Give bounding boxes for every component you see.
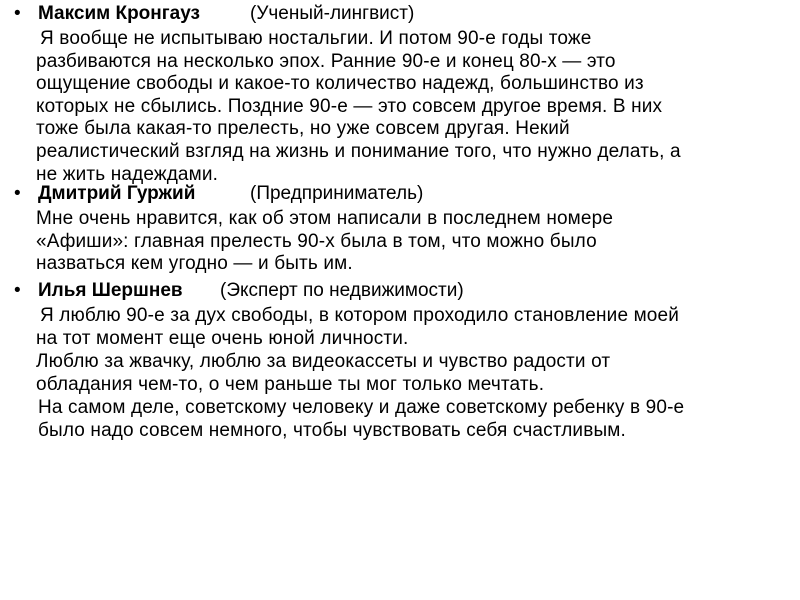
quote-line: На самом деле, советскому человеку и даже советскому ребенку в 90-е	[38, 397, 685, 419]
bullet-icon: •	[14, 280, 21, 301]
entry-header	[14, 277, 789, 305]
quote-line: было надо совсем немного, чтобы чувствовать себя счастливым.	[38, 419, 626, 441]
person-role: (Эксперт по недвижимости)	[220, 280, 464, 301]
quote-line: «Афиши»: главная прелесть 90-х была в том, что можно было	[36, 230, 597, 252]
person-name: Илья Шершнев	[38, 280, 183, 301]
person-role: (Предприниматель)	[250, 183, 424, 204]
quote-entry-shershnev	[14, 277, 789, 443]
quote-paragraph	[14, 305, 789, 350]
quote-line: на тот момент еще очень юной личности.	[36, 327, 409, 349]
person-name: Максим Кронгауз	[38, 3, 200, 24]
person-role: (Ученый-лингвист)	[250, 3, 415, 24]
quote-line: тоже была какая-то прелесть, но уже совсем другая. Некий	[36, 118, 570, 140]
quote-entry-gurzhiy	[14, 180, 789, 276]
quote-line: Мне очень нравится, как об этом написали в последнем номере	[36, 208, 614, 229]
quote-line: которых не сбылись. Поздние 90-е — это совсем другое время. В них	[36, 95, 663, 117]
entry-header	[14, 180, 789, 208]
quote-entry-krongauz	[14, 0, 789, 186]
quote-line: не жить надеждами.	[36, 163, 219, 185]
quote-line: Люблю за жвачку, люблю за видеокассеты и чувство радости от	[36, 351, 611, 373]
quote-line: реалистический взгляд на жизнь и понимание того, что нужно делать, а	[36, 140, 681, 162]
quote-paragraph	[14, 28, 789, 186]
quote-paragraph	[14, 351, 789, 396]
quote-line: разбиваются на несколько эпох. Ранние 90-е и конец 80-х — это	[36, 50, 616, 72]
quote-paragraph	[14, 397, 789, 442]
quote-line: назваться кем угодно — и быть им.	[36, 253, 353, 275]
bullet-icon: •	[14, 3, 21, 24]
quote-line: ощущение свободы и какое-то количество надежд, большинство из	[36, 73, 644, 95]
person-name: Дмитрий Гуржий	[38, 183, 196, 204]
quote-line: Я люблю 90-е за дух свободы, в котором проходило становление моей	[40, 305, 679, 326]
quote-paragraph	[14, 208, 789, 276]
quote-line: обладания чем-то, о чем раньше ты мог только мечтать.	[36, 373, 545, 395]
bullet-icon: •	[14, 183, 21, 204]
quote-line: Я вообще не испытываю ностальгии. И потом 90-е годы тоже	[40, 28, 592, 49]
entry-header	[14, 0, 789, 28]
